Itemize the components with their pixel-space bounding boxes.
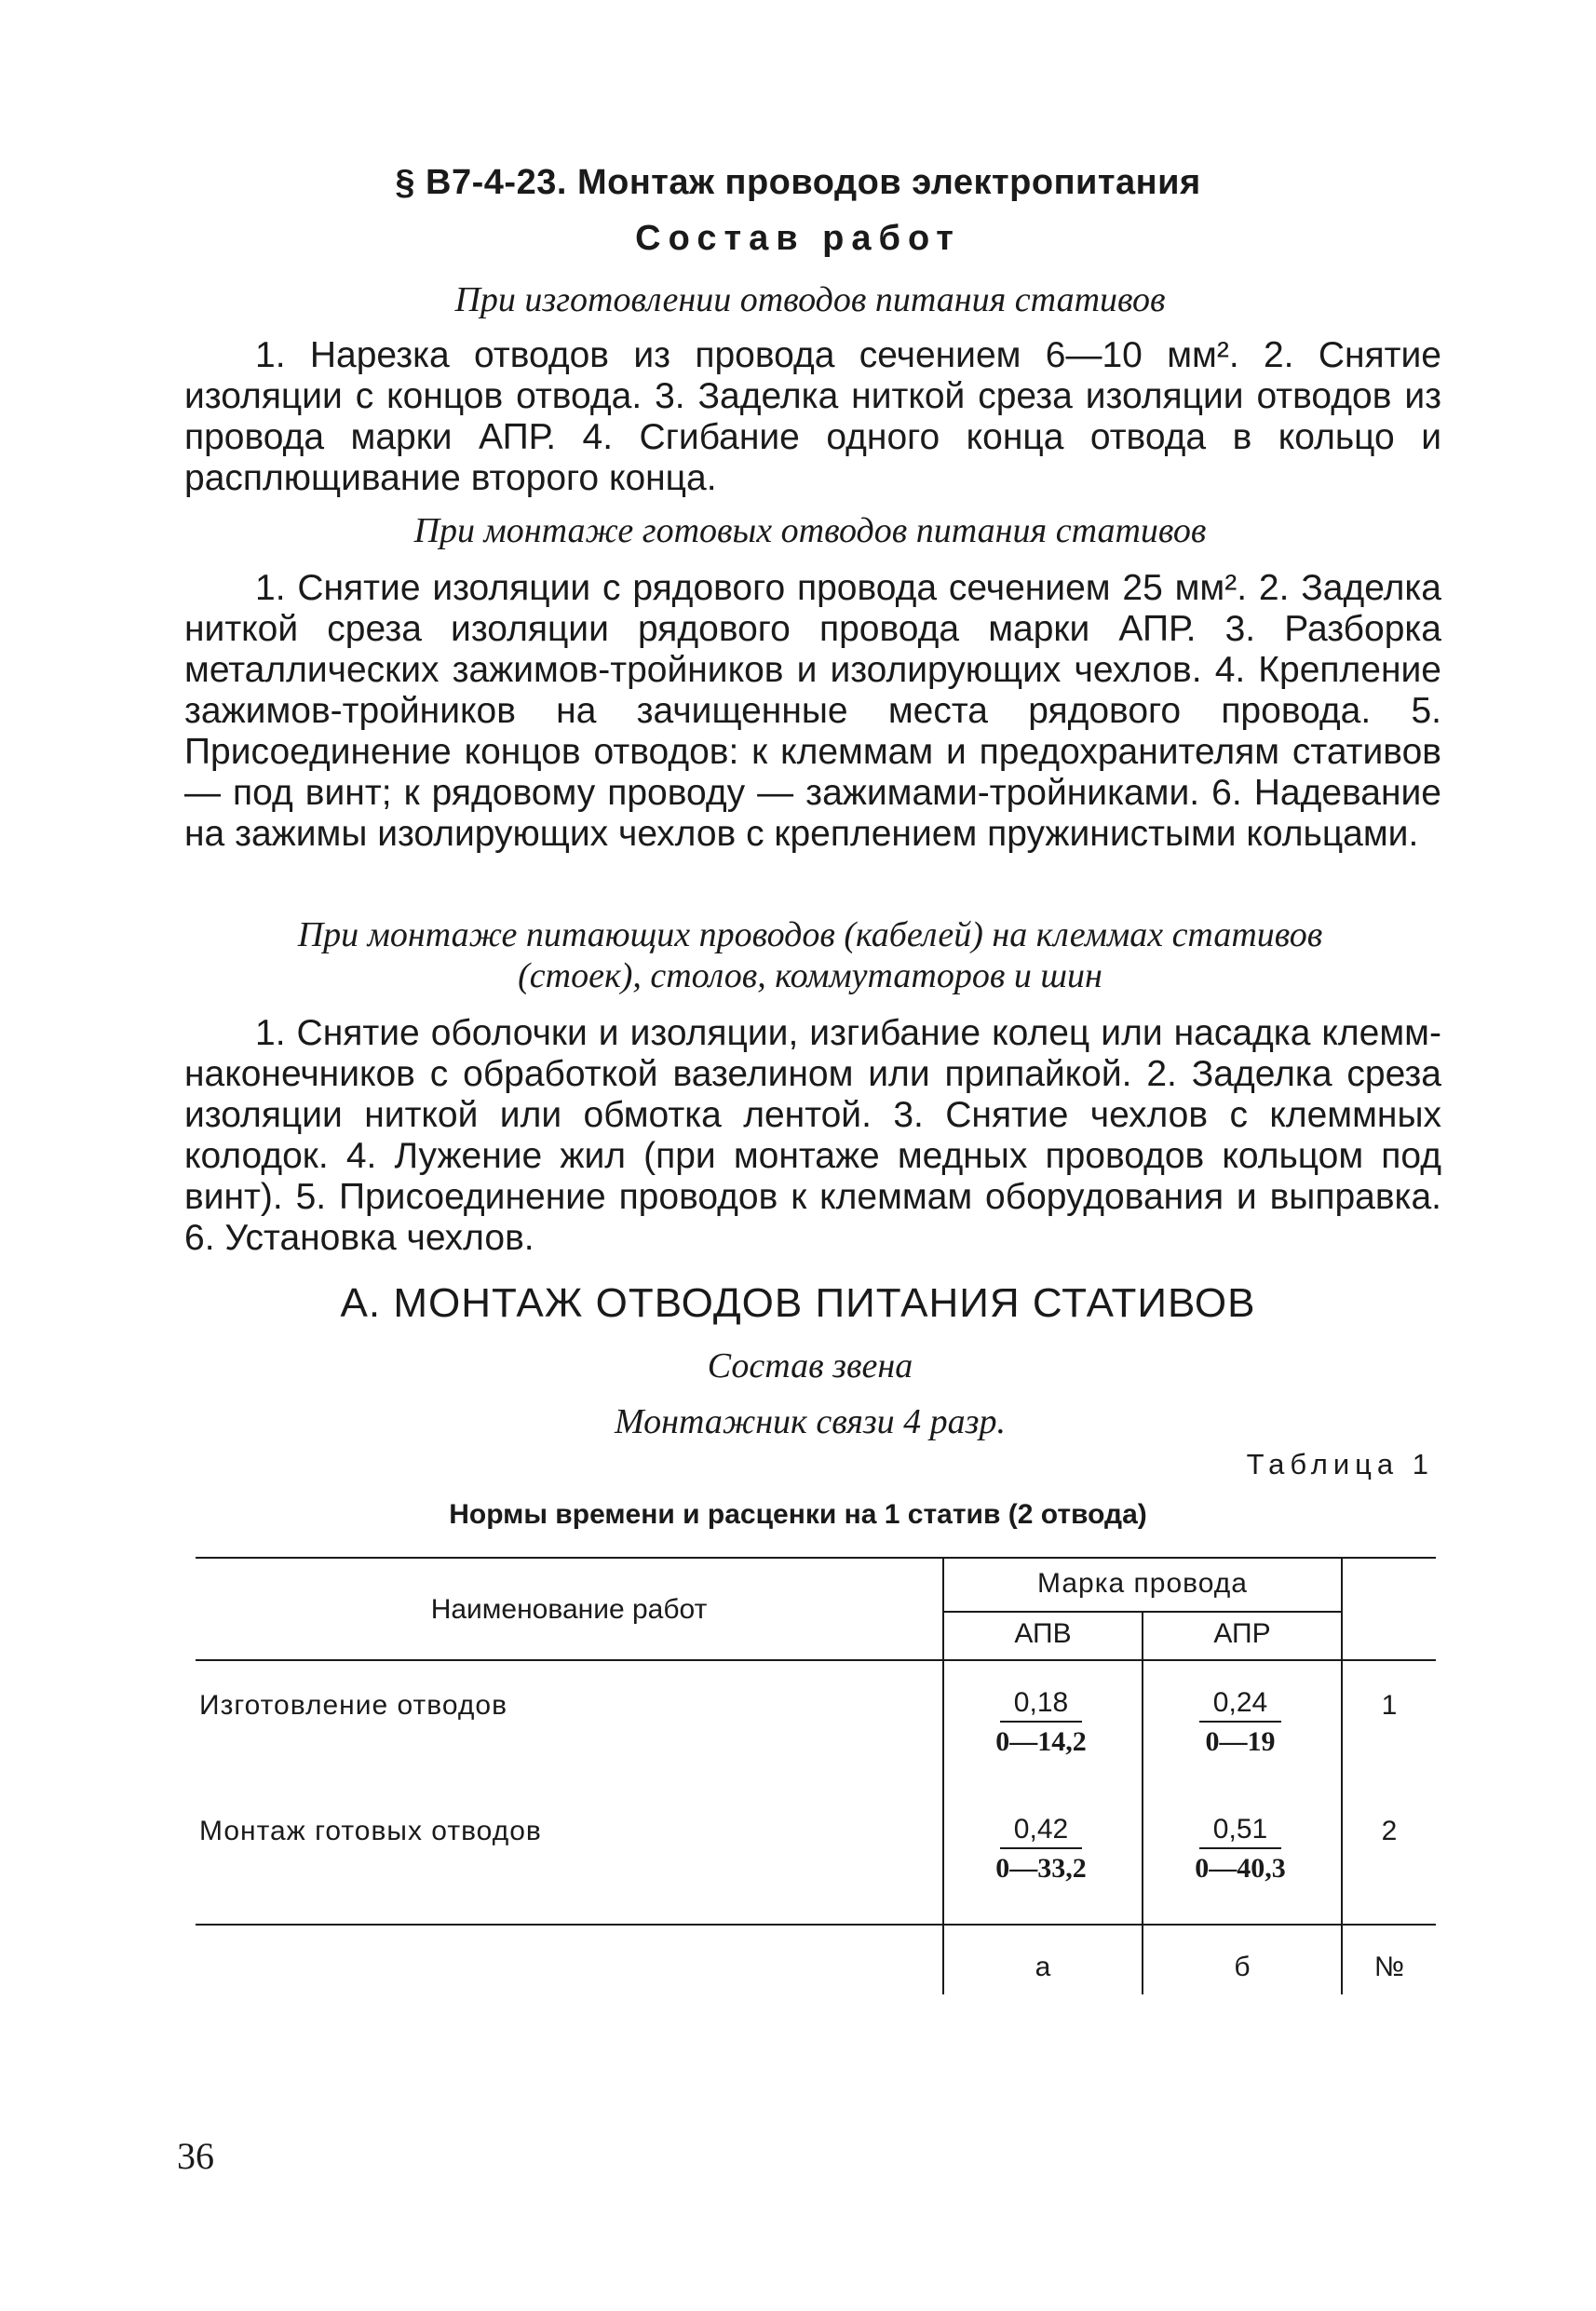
row-2-b-norm: 0,51 xyxy=(1199,1814,1281,1849)
table-col-divider-2 xyxy=(1142,1611,1143,1994)
row-2-a-rate: 0—33,2 xyxy=(995,1853,1087,1884)
row-2-number: 2 xyxy=(1381,1816,1398,1846)
footer-col-a: а xyxy=(1035,1952,1051,1982)
paragraph-3 xyxy=(184,1013,1441,1259)
row-2-a-value xyxy=(976,1814,1106,1885)
row-2-name: Монтаж готовых отводов xyxy=(199,1816,542,1846)
table-bottom-rule xyxy=(196,1924,1436,1926)
table-label: Таблица 1 xyxy=(1246,1448,1434,1480)
composition-heading: Состав работ xyxy=(635,219,961,258)
col-name-header: Наименование работ xyxy=(430,1594,708,1625)
subsection-heading-1: При изготовлении отводов питания стативов xyxy=(454,280,1166,319)
row-1-a-value xyxy=(976,1687,1106,1758)
col-a-header: АПВ xyxy=(1014,1618,1072,1649)
group-header: Марка провода xyxy=(1037,1568,1248,1599)
paragraph-3-text: 1. Снятие оболочки и изоляции, изгибание колец или насадка клемм-наконечников с обработкой вазелином или припайкой. 2. Заделка среза изоляции ниткой или обмотка лентой. 3. Снятие чехлов с клеммных колодок. 4. Лужение жил (при монтаже медных проводов кольцом под винт). 5. Присоединение проводов к клеммам оборудования и выправка. 6. Установка чехлов. xyxy=(184,1013,1441,1258)
paragraph-2 xyxy=(184,568,1441,855)
row-2-b-value xyxy=(1175,1814,1305,1885)
table-col-divider-3 xyxy=(1341,1557,1343,1994)
row-1-b-norm: 0,24 xyxy=(1199,1687,1281,1723)
footer-col-no: № xyxy=(1373,1952,1405,1982)
row-2-b-rate: 0—40,3 xyxy=(1195,1853,1286,1884)
crew-heading: Состав звена xyxy=(707,1346,913,1385)
subsection-heading-3-line-1: При монтаже питающих проводов (кабелей) на клеммах стативов xyxy=(297,915,1323,954)
table-header-rule xyxy=(196,1659,1436,1661)
row-1-number: 1 xyxy=(1381,1690,1398,1721)
crew-member: Монтажник связи 4 разр. xyxy=(614,1402,1007,1441)
page-number: 36 xyxy=(177,2135,214,2177)
row-1-a-rate: 0—14,2 xyxy=(995,1726,1087,1757)
row-1-a-norm: 0,18 xyxy=(1000,1687,1082,1723)
paragraph-1 xyxy=(184,335,1441,499)
paragraph-2-text: 1. Снятие изоляции с рядового провода сечением 25 мм². 2. Заделка ниткой среза изоляции рядового провода марки АПР. 3. Разборка металлических зажимов-тройников и изолирующих чехлов. 4. Крепление зажимов-тройников на зачищенные места рядового провода. 5. Присоединение концов отводов: к клеммам и предохранителям стативов — под винт; к рядовому проводу — зажимами-тройниками. 6. Надевание на зажимы изолирующих чехлов с креплением пружинистыми кольцами. xyxy=(184,568,1441,854)
section-title: § В7-4-23. Монтаж проводов электропитания xyxy=(395,163,1201,202)
row-1-b-value xyxy=(1175,1687,1305,1758)
table-top-rule xyxy=(196,1557,1436,1559)
row-2-a-norm: 0,42 xyxy=(1000,1814,1082,1849)
part-title: А. МОНТАЖ ОТВОДОВ ПИТАНИЯ СТАТИВОВ xyxy=(340,1280,1256,1326)
row-1-b-rate: 0—19 xyxy=(1205,1726,1276,1757)
row-1-name: Изготовление отводов xyxy=(199,1690,508,1721)
paragraph-1-text: 1. Нарезка отводов из провода сечением 6—10 мм². 2. Снятие изоляции с концов отвода. 3. Заделка ниткой среза изоляции отводов из провода марки АПР. 4. Сгибание одного конца отвода в кольцо и расплющивание второго конца. xyxy=(184,335,1441,498)
col-b-header: АПР xyxy=(1213,1618,1271,1649)
subsection-heading-3-line-2: (стоек), столов, коммутаторов и шин xyxy=(518,956,1102,995)
table-title: Нормы времени и расценки на 1 статив (2 отвода) xyxy=(449,1499,1147,1530)
subsection-heading-2: При монтаже готовых отводов питания стативов xyxy=(413,511,1207,550)
footer-col-b: б xyxy=(1234,1952,1251,1982)
